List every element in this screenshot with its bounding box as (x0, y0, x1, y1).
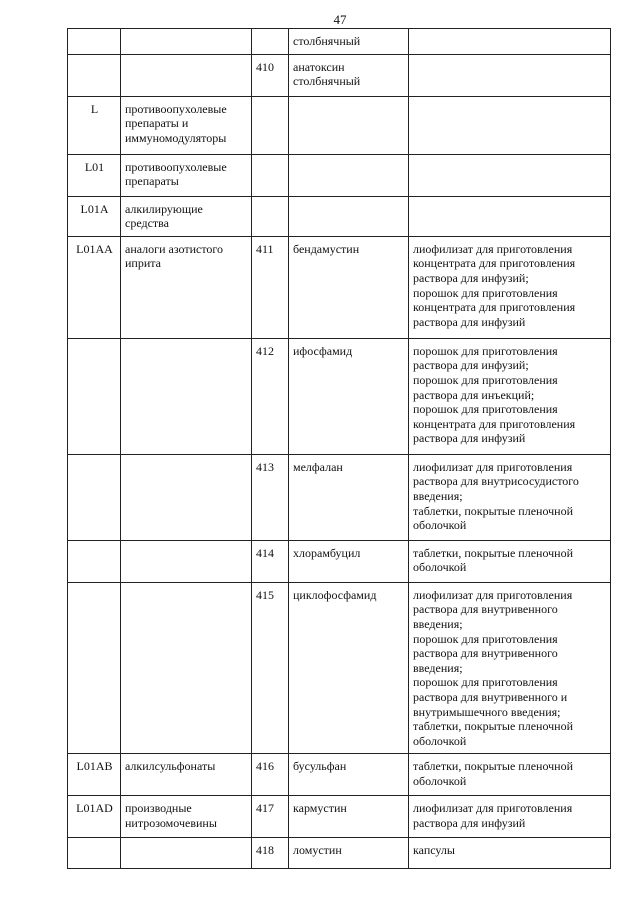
drug-name-cell (289, 196, 409, 236)
item-number-cell: 418 (252, 838, 289, 869)
dosage-form-line: раствора для инъекций; (413, 387, 535, 402)
item-number-cell: 410 (252, 54, 289, 96)
table-row (68, 29, 611, 55)
dosage-forms-cell (409, 236, 611, 338)
item-number-cell: 415 (252, 582, 289, 754)
dosage-form-line: оболочкой (413, 560, 467, 575)
item-number-cell: 412 (252, 338, 289, 454)
atc-code-cell: L01 (68, 154, 121, 196)
dosage-form-line: раствора для инфузий; (413, 358, 529, 373)
dosage-forms-cell (409, 29, 611, 55)
atc-group-cell (121, 338, 252, 454)
atc-code-cell: L (68, 96, 121, 154)
table-row (68, 796, 611, 838)
item-number-cell: 417 (252, 796, 289, 838)
atc-code-cell (68, 54, 121, 96)
dosage-form-line: таблетки, покрытые пленочной (413, 759, 574, 774)
atc-code-cell (68, 540, 121, 582)
dosage-form-line: порошок для приготовления (413, 675, 558, 690)
table-row (68, 54, 611, 96)
table-row (68, 196, 611, 236)
drug-name-cell: столбнячный (289, 29, 409, 55)
table-row (68, 454, 611, 540)
table-row (68, 154, 611, 196)
dosage-form-line: порошок для приготовления (413, 631, 558, 646)
dosage-forms-cell (409, 754, 611, 796)
dosage-form-line: раствора для внутривенного (413, 602, 558, 617)
atc-group-cell (121, 582, 252, 754)
drug-name-cell (289, 154, 409, 196)
dosage-forms-cell (409, 838, 611, 869)
atc-group-cell: алкилирующие средства (121, 196, 252, 236)
drug-name-cell: мелфалан (289, 454, 409, 540)
item-number-cell: 413 (252, 454, 289, 540)
table-row (68, 96, 611, 154)
item-number-cell (252, 96, 289, 154)
dosage-forms-cell (409, 796, 611, 838)
atc-group-cell (121, 454, 252, 540)
dosage-form-line: раствора для инфузий (413, 314, 526, 329)
drug-name-cell: бендамустин (289, 236, 409, 338)
dosage-form-line: капсулы (413, 843, 455, 858)
dosage-form-line: лиофилизат для приготовления (413, 241, 573, 256)
atc-group-cell (121, 29, 252, 55)
dosage-form-line: раствора для инфузий; (413, 270, 529, 285)
atc-code-cell (68, 582, 121, 754)
dosage-forms-cell (409, 338, 611, 454)
dosage-form-line: порошок для приготовления (413, 343, 558, 358)
page-number: 47 (333, 12, 347, 27)
atc-group-cell (121, 540, 252, 582)
dosage-forms-cell (409, 582, 611, 754)
dosage-form-line: раствора для внутривенного и (413, 689, 568, 704)
item-number-cell (252, 196, 289, 236)
dosage-form-line: порошок для приготовления (413, 285, 558, 300)
atc-group-cell: противоопухолевые препараты и иммуномодуляторы (121, 96, 252, 154)
atc-group-cell: производные нитрозомочевины (121, 796, 252, 838)
dosage-form-line: концентрата для приготовления (413, 256, 576, 271)
dosage-form-line: введения; (413, 660, 463, 675)
drug-name-cell: циклофосфамид (289, 582, 409, 754)
dosage-form-line: внутримышечного введения; (413, 704, 561, 719)
dosage-forms-cell (409, 540, 611, 582)
drug-name-cell: бусульфан (289, 754, 409, 796)
dosage-forms-cell (409, 196, 611, 236)
dosage-form-line: раствора для инфузий (413, 431, 526, 446)
dosage-form-line: лиофилизат для приготовления (413, 587, 573, 602)
item-number-cell: 411 (252, 236, 289, 338)
dosage-form-line: введения; (413, 488, 463, 503)
dosage-form-line: таблетки, покрытые пленочной (413, 503, 574, 518)
atc-group-cell: алкилсульфонаты (121, 754, 252, 796)
dosage-form-line: концентрата для приготовления (413, 300, 576, 315)
drug-name-cell: анатоксин столбнячный (289, 54, 409, 96)
atc-group-cell: противоопухолевые препараты (121, 154, 252, 196)
dosage-form-line: порошок для приготовления (413, 402, 558, 417)
atc-group-cell: аналоги азотистого иприта (121, 236, 252, 338)
dosage-form-line: раствора для инфузий (413, 815, 526, 830)
drug-name-cell: кармустин (289, 796, 409, 838)
dosage-form-line: раствора для внутрисосудистого (413, 474, 579, 489)
dosage-form-line: лиофилизат для приготовления (413, 801, 573, 816)
drug-name-cell: хлорамбуцил (289, 540, 409, 582)
dosage-forms-cell (409, 96, 611, 154)
atc-code-cell: L01AA (68, 236, 121, 338)
dosage-form-line: порошок для приготовления (413, 372, 558, 387)
item-number-cell: 416 (252, 754, 289, 796)
table-row (68, 540, 611, 582)
dosage-form-line: лиофилизат для приготовления (413, 459, 573, 474)
table-row (68, 838, 611, 869)
dosage-forms-cell (409, 154, 611, 196)
item-number-cell: 414 (252, 540, 289, 582)
atc-group-cell (121, 838, 252, 869)
drug-name-cell: ифосфамид (289, 338, 409, 454)
drug-name-cell: ломустин (289, 838, 409, 869)
dosage-forms-cell (409, 454, 611, 540)
atc-code-cell (68, 338, 121, 454)
atc-group-cell (121, 54, 252, 96)
drug-list-table (67, 28, 611, 869)
item-number-cell (252, 29, 289, 55)
dosage-form-line: концентрата для приготовления (413, 416, 576, 431)
dosage-form-line: таблетки, покрытые пленочной (413, 545, 574, 560)
dosage-forms-cell (409, 54, 611, 96)
dosage-form-line: введения; (413, 616, 463, 631)
dosage-form-line: оболочкой (413, 518, 467, 533)
item-number-cell (252, 154, 289, 196)
atc-code-cell (68, 454, 121, 540)
dosage-form-line: таблетки, покрытые пленочной (413, 719, 574, 734)
dosage-form-line: оболочкой (413, 773, 467, 788)
atc-code-cell: L01A (68, 196, 121, 236)
drug-name-cell (289, 96, 409, 154)
dosage-form-line: раствора для внутривенного (413, 646, 558, 661)
atc-code-cell: L01AB (68, 754, 121, 796)
table-row (68, 582, 611, 754)
dosage-form-line: оболочкой (413, 733, 467, 748)
table-row (68, 236, 611, 338)
atc-code-cell (68, 838, 121, 869)
table-row (68, 338, 611, 454)
table-row (68, 754, 611, 796)
atc-code-cell: L01AD (68, 796, 121, 838)
atc-code-cell (68, 29, 121, 55)
